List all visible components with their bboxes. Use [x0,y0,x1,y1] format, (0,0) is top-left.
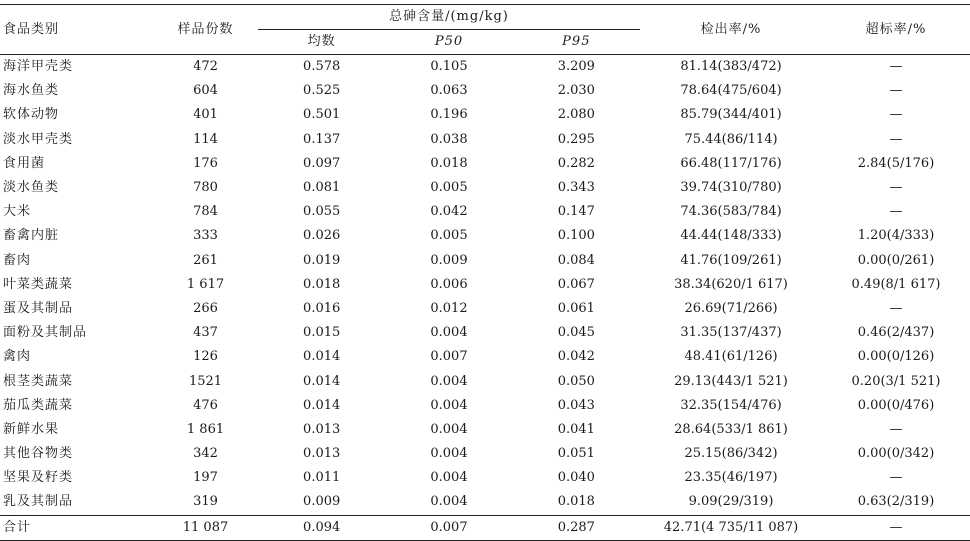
row-p95: 0.282 [557,155,595,171]
row-mean: 0.014 [303,373,341,389]
row-category: 软体动物 [3,107,60,123]
row-exceed-rate: 0.00(0/476) [857,397,935,413]
row-exceed-rate: — [889,131,903,147]
row-p95: 0.042 [557,349,595,365]
row-detect-rate: 23.35(46/197) [684,470,778,486]
row-p50: 0.004 [430,373,468,389]
row-p50: 0.042 [430,204,468,220]
total-p95: 0.287 [513,515,640,540]
row-exceed-rate: — [889,107,903,123]
row-mean: 0.009 [303,494,341,510]
row-category: 乳及其制品 [3,494,74,510]
header-total-arsenic-group: 总砷含量/(mg/kg) [258,5,640,30]
total-detect-rate: 42.71(4 735/11 087) [640,515,822,540]
header-samples: 样品份数 [153,5,258,55]
row-mean: 0.011 [303,470,341,486]
row-detect-rate: 81.14(383/472) [680,59,782,75]
row-mean: 0.019 [303,252,341,268]
row-mean: 0.578 [303,59,341,75]
row-detect-rate: 44.44(148/333) [680,228,782,244]
row-p95: 2.030 [557,83,595,99]
row-mean: 0.014 [303,397,341,413]
row-p50: 0.005 [430,228,468,244]
row-category: 根茎类蔬菜 [3,373,74,389]
row-p95: 0.040 [557,470,595,486]
row-mean: 0.097 [303,155,341,171]
row-p95: 3.209 [557,59,595,75]
row-mean: 0.026 [303,228,341,244]
row-exceed-rate: — [889,180,903,196]
row-p50: 0.004 [430,494,468,510]
row-mean: 0.014 [303,349,341,365]
row-p95: 0.018 [557,494,595,510]
row-p50: 0.006 [430,276,468,292]
total-mean: 0.094 [258,515,385,540]
total-category: 合计 [0,515,153,540]
row-p50: 0.004 [430,397,468,413]
row-category: 茄瓜类蔬菜 [3,397,74,413]
row-samples: 604 [193,83,218,99]
row-detect-rate: 26.69(71/266) [684,300,778,316]
row-p95: 0.343 [557,180,595,196]
row-mean: 0.013 [303,446,341,462]
row-samples: 1 617 [186,276,225,292]
total-samples: 11 087 [153,515,258,540]
row-exceed-rate: 0.63(2/319) [857,494,935,510]
row-category: 淡水甲壳类 [3,131,74,147]
header-p50: P50 [385,30,512,55]
row-exceed-rate: — [889,204,903,220]
header-detect-rate: 检出率/% [640,5,822,55]
table-row [0,224,970,248]
row-detect-rate: 74.36(583/784) [680,204,782,220]
row-samples: 266 [193,300,218,316]
row-p95: 0.147 [557,204,595,220]
row-samples: 319 [193,494,218,510]
row-exceed-rate: — [889,470,903,486]
row-exceed-rate: 0.49(8/1 617) [851,276,941,292]
row-samples: 342 [193,446,218,462]
row-p50: 0.009 [430,252,468,268]
table-row [0,128,970,152]
row-detect-rate: 39.74(310/780) [680,180,782,196]
row-p95: 0.045 [557,325,595,341]
row-p95: 2.080 [557,107,595,123]
row-p50: 0.018 [430,155,468,171]
row-mean: 0.055 [303,204,341,220]
row-detect-rate: 41.76(109/261) [680,252,782,268]
row-p95: 0.084 [557,252,595,268]
row-mean: 0.015 [303,325,341,341]
row-detect-rate: 78.64(475/604) [680,83,782,99]
header-exceed-rate: 超标率/% [822,5,970,55]
row-p50: 0.004 [430,421,468,437]
row-exceed-rate: 0.00(0/342) [857,446,935,462]
row-p50: 0.005 [430,180,468,196]
table-row [0,273,970,297]
row-samples: 1521 [188,373,223,389]
row-exceed-rate: 1.20(4/333) [857,228,935,244]
row-p95: 0.051 [557,446,595,462]
row-category: 畜禽内脏 [3,228,60,244]
row-mean: 0.081 [303,180,341,196]
table-row [0,79,970,103]
table-row [0,297,970,321]
row-mean: 0.013 [303,421,341,437]
row-mean: 0.501 [303,107,341,123]
row-samples: 114 [193,131,218,147]
row-detect-rate: 66.48(117/176) [680,155,782,171]
row-mean: 0.137 [303,131,341,147]
row-category: 淡水鱼类 [3,180,60,196]
row-category: 其他谷物类 [3,446,74,462]
row-exceed-rate: 0.00(0/261) [857,252,935,268]
table-row [0,103,970,127]
table-row [0,176,970,200]
row-samples: 176 [193,155,218,171]
row-exceed-rate: 0.20(3/1 521) [851,373,941,389]
row-detect-rate: 29.13(443/1 521) [674,373,788,389]
row-category: 蛋及其制品 [3,300,74,316]
row-p95: 0.295 [557,131,595,147]
row-samples: 401 [193,107,218,123]
table-body [0,55,970,516]
table-row [0,321,970,345]
row-samples: 472 [193,59,218,75]
row-detect-rate: 38.34(620/1 617) [674,276,788,292]
row-p50: 0.196 [430,107,468,123]
row-mean: 0.525 [303,83,341,99]
row-detect-rate: 85.79(344/401) [680,107,782,123]
table-row [0,442,970,466]
row-p50: 0.007 [430,349,468,365]
row-category: 面粉及其制品 [3,325,88,341]
table-row [0,249,970,273]
row-p50: 0.012 [430,300,468,316]
table-row [0,55,970,80]
row-p50: 0.004 [430,470,468,486]
row-p95: 0.050 [557,373,595,389]
row-category: 坚果及籽类 [3,470,74,486]
row-samples: 333 [193,228,218,244]
row-exceed-rate: 0.46(2/437) [857,325,935,341]
table-row [0,466,970,490]
table-row [0,345,970,369]
row-p95: 0.061 [557,300,595,316]
total-p50: 0.007 [385,515,512,540]
row-samples: 780 [193,180,218,196]
header-p95: P95 [513,30,640,55]
total-row [0,515,970,540]
row-category: 海水鱼类 [3,83,60,99]
row-exceed-rate: — [889,59,903,75]
row-detect-rate: 25.15(86/342) [684,446,778,462]
row-exceed-rate: — [889,421,903,437]
table-row [0,369,970,393]
row-samples: 437 [193,325,218,341]
row-samples: 261 [193,252,218,268]
row-mean: 0.018 [303,276,341,292]
arsenic-content-table [0,4,970,541]
row-exceed-rate: — [889,300,903,316]
row-detect-rate: 32.35(154/476) [680,397,782,413]
row-p95: 0.043 [557,397,595,413]
row-samples: 126 [193,349,218,365]
row-p50: 0.063 [430,83,468,99]
row-detect-rate: 9.09(29/319) [688,494,774,510]
row-samples: 1 861 [186,421,225,437]
row-category: 禽肉 [3,349,32,365]
row-samples: 197 [193,470,218,486]
table-row [0,394,970,418]
row-exceed-rate: — [889,83,903,99]
row-category: 大米 [3,204,32,220]
row-samples: 784 [193,204,218,220]
header-mean: 均数 [258,30,385,55]
row-p50: 0.004 [430,325,468,341]
row-samples: 476 [193,397,218,413]
row-p50: 0.105 [430,59,468,75]
row-category: 叶菜类蔬菜 [3,276,74,292]
row-detect-rate: 31.35(137/437) [680,325,782,341]
row-p95: 0.041 [557,421,595,437]
row-exceed-rate: 0.00(0/126) [857,349,935,365]
table-row [0,200,970,224]
header-category: 食品类别 [0,5,153,55]
row-p50: 0.038 [430,131,468,147]
row-detect-rate: 48.41(61/126) [684,349,778,365]
table-row [0,152,970,176]
total-exceed-rate: — [822,515,970,540]
row-detect-rate: 28.64(533/1 861) [674,421,788,437]
row-p95: 0.067 [557,276,595,292]
row-category: 畜肉 [3,252,32,268]
row-detect-rate: 75.44(86/114) [684,131,778,147]
row-category: 新鲜水果 [3,421,60,437]
row-p50: 0.004 [430,446,468,462]
row-category: 食用菌 [3,155,46,171]
table-row [0,490,970,515]
row-p95: 0.100 [557,228,595,244]
row-exceed-rate: 2.84(5/176) [857,155,935,171]
table-row [0,418,970,442]
row-category: 海洋甲壳类 [3,59,74,75]
header-row-1 [0,5,970,30]
row-mean: 0.016 [303,300,341,316]
